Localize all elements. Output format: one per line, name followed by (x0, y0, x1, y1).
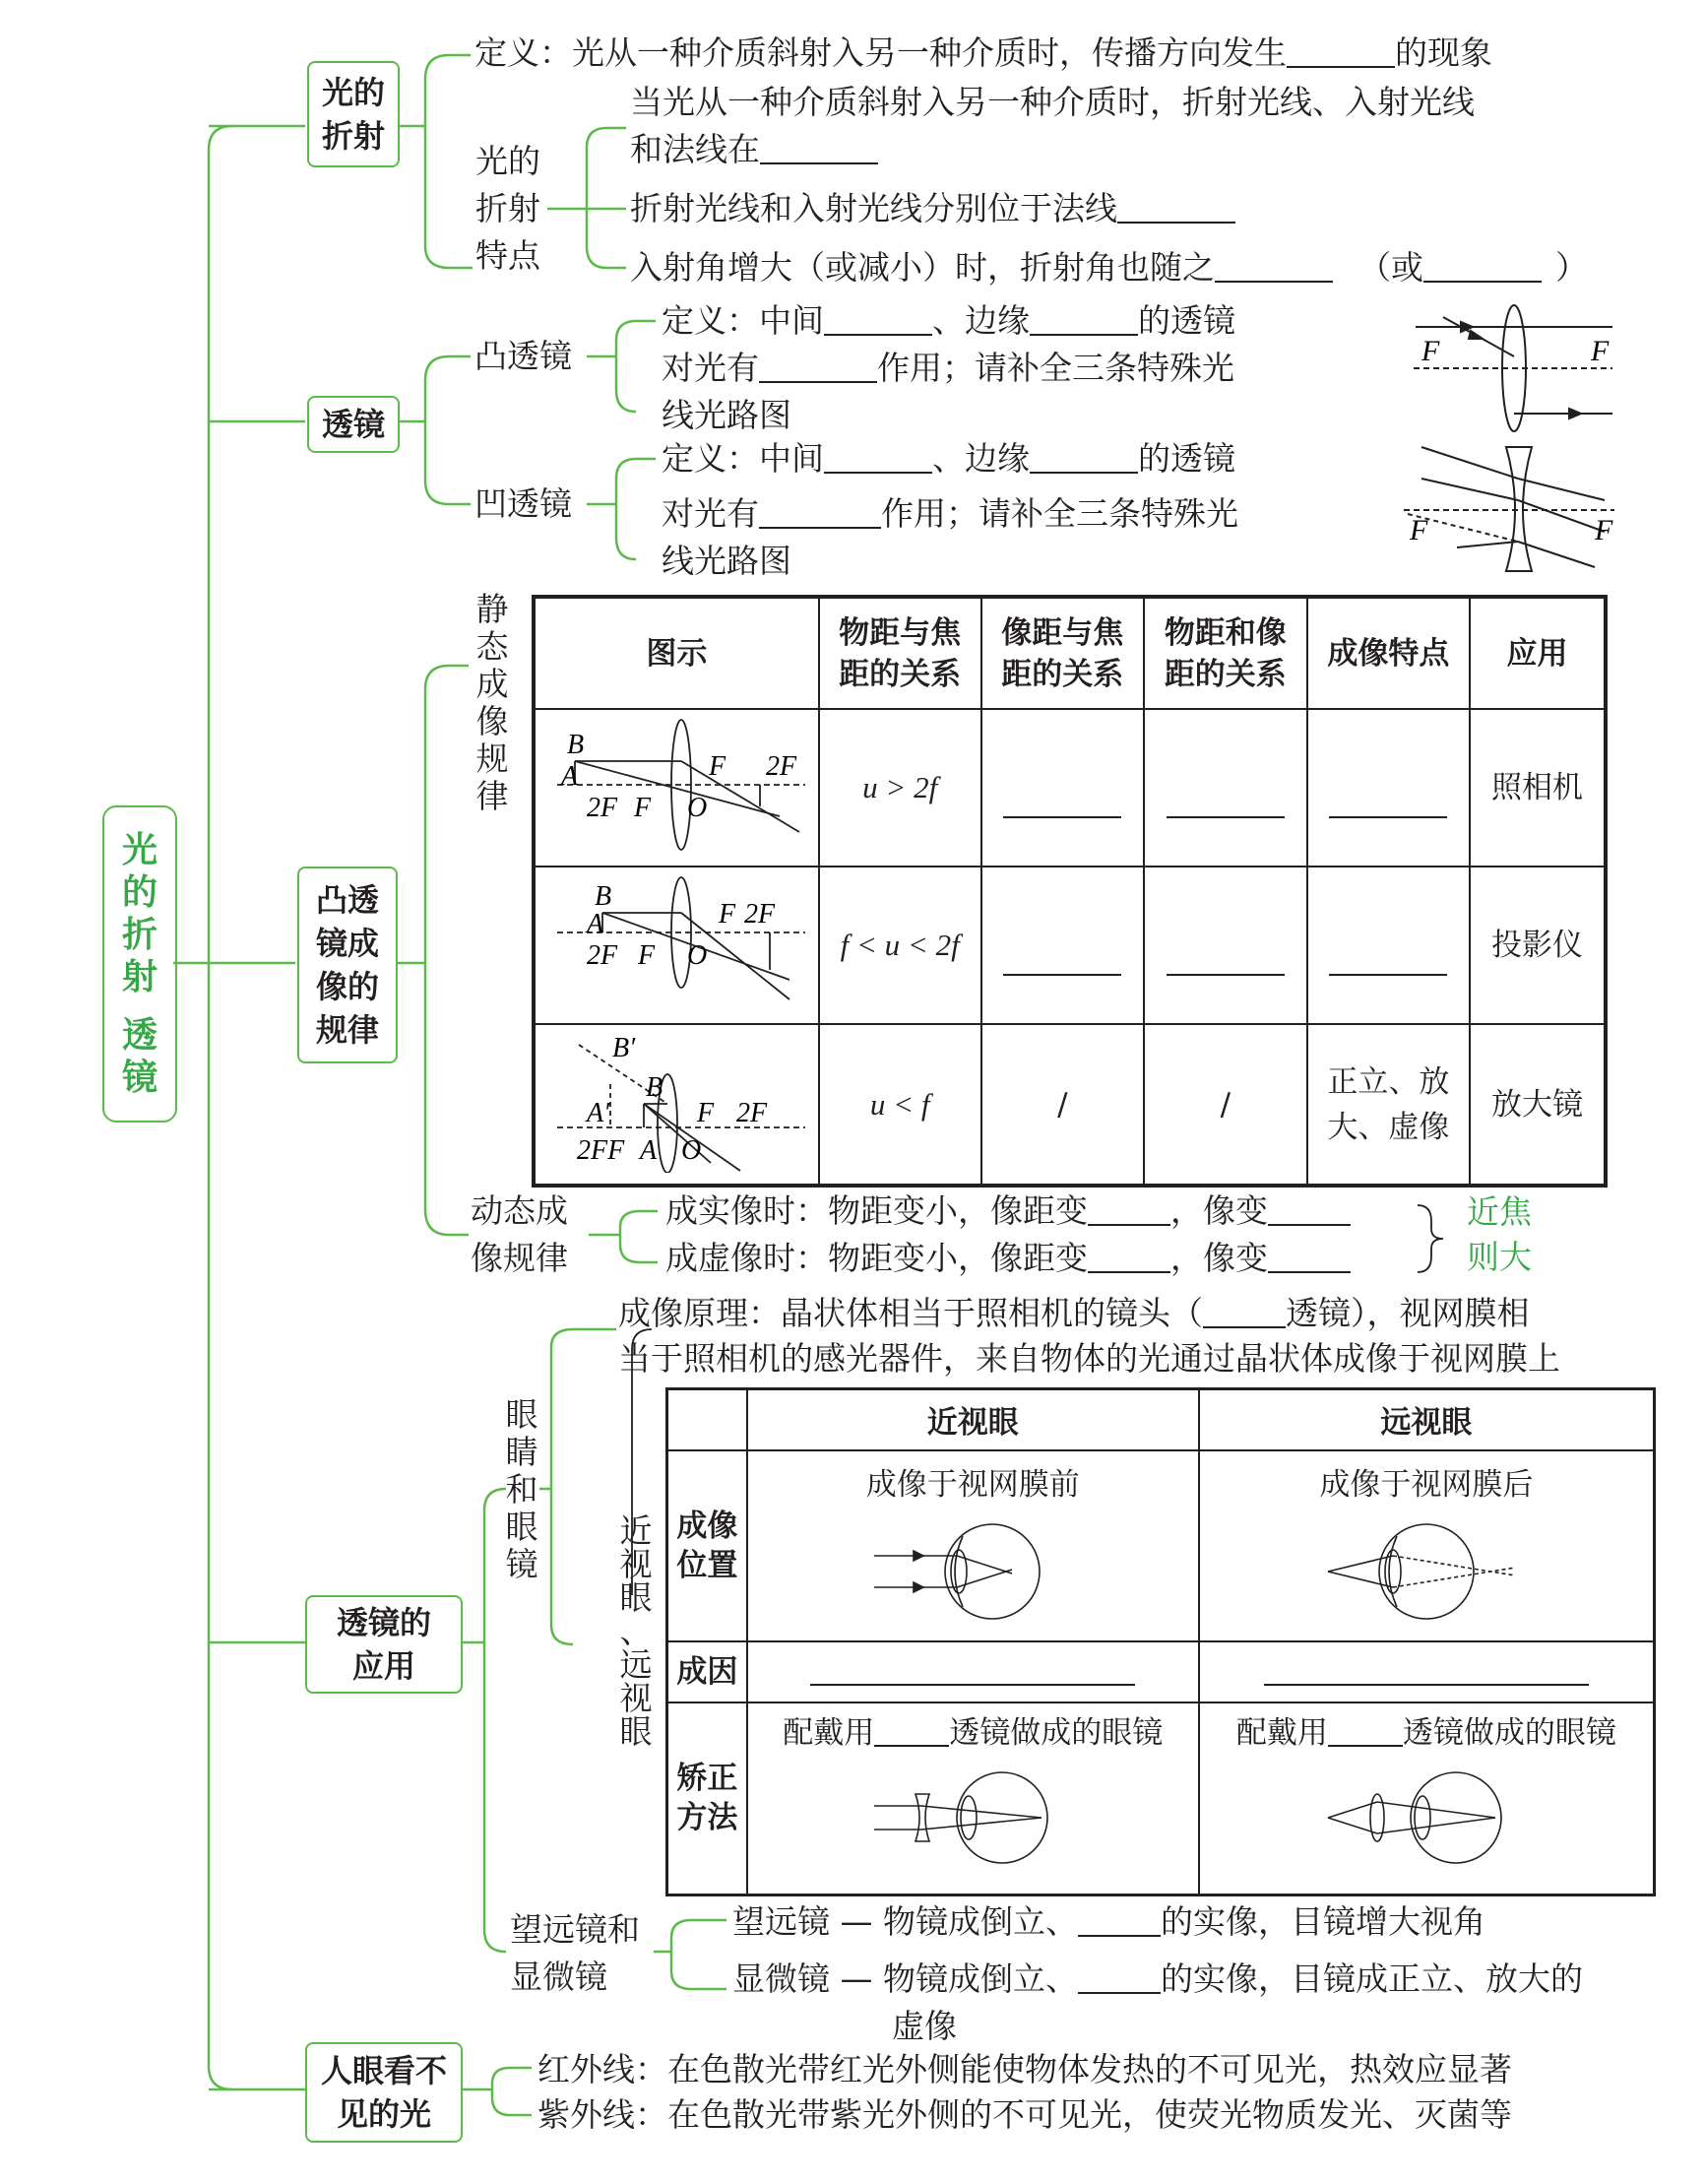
myopia-position-text: 成像于视网膜前 (865, 1466, 1080, 1503)
blank (1088, 1196, 1170, 1226)
telescope-microscope-label (510, 1906, 640, 2001)
blank (1030, 306, 1138, 336)
near-far-sight-label (618, 1511, 654, 1751)
label-line: 光的 (475, 142, 540, 180)
blank-cell (1144, 709, 1307, 867)
text: 对光有 (662, 349, 759, 387)
text: 透镜做成的眼镜 (1402, 1714, 1616, 1751)
blank (1268, 1196, 1351, 1226)
root-title-line3: 透镜 (121, 1015, 158, 1098)
char: 眼 (505, 1395, 538, 1434)
header-empty (667, 1389, 747, 1450)
blank (874, 1717, 949, 1747)
focus-left: F (1421, 335, 1440, 367)
concave-effect (662, 490, 1238, 538)
heading-imaging: 凸透 镜成 像的 规律 (297, 867, 398, 1063)
row-header-correction: 矫正方法 (667, 1702, 747, 1895)
myopia-correction-cell (747, 1702, 1199, 1895)
static-rule-label (474, 591, 510, 815)
summary-line: 则大 (1467, 1238, 1532, 1276)
blank (1167, 806, 1285, 818)
text: 对光有 (662, 494, 759, 533)
blank (1030, 444, 1138, 474)
refraction-feature1-line1: 当光从一种介质斜射入另一种介质时，折射光线、入射光线 (630, 83, 1475, 121)
blank-cell (1307, 867, 1471, 1024)
char: 静 (475, 590, 509, 628)
hyperopia-correction-diagram (1318, 1759, 1535, 1877)
label-2F-left: 2F (587, 792, 618, 823)
header-hyperopia: 远视眼 (1199, 1389, 1655, 1450)
blank (1215, 253, 1333, 283)
header-diagram: 图示 (534, 597, 819, 709)
blank (1078, 1964, 1161, 1994)
focus-right: F (1595, 514, 1613, 546)
myopia-correction-text (748, 1713, 1198, 1753)
label-2FF: 2FF (577, 1135, 625, 1166)
focus-left: F (1410, 514, 1428, 546)
label-F-left: F (634, 792, 652, 823)
refraction-feature1-line2 (630, 126, 878, 173)
table-row (667, 1702, 1655, 1895)
ultraviolet-text: 紫外线：在色散光带紫光外侧的不可见光，使荧光物质发光、灭菌等 (537, 2095, 1512, 2134)
label-B-prime: B′ (612, 1033, 636, 1063)
label-F-left: F (638, 939, 656, 971)
text: 的实像，目镜增大视角 (1160, 1902, 1485, 1941)
char: 远 (619, 1645, 653, 1684)
text: 入射角增大（或减小）时，折射角也随之 (630, 248, 1215, 287)
text: （或 (1358, 248, 1423, 287)
refraction-features-label (469, 138, 547, 280)
text: 成实像时：物距变小，像距变 (665, 1191, 1088, 1230)
dynamic-summary (1467, 1189, 1532, 1280)
blank (1268, 1244, 1351, 1273)
text: 作用；请补全三条特殊光 (881, 494, 1238, 533)
header-myopia: 近视眼 (747, 1389, 1199, 1450)
table-row (667, 1641, 1655, 1702)
blank (824, 306, 932, 336)
blank (824, 444, 932, 474)
convex-effect-line2: 线光路图 (662, 396, 791, 434)
imaging-rules-table (532, 595, 1608, 1188)
text: ） (1555, 248, 1588, 287)
heading-application: 透镜的 应用 (305, 1595, 463, 1694)
summary-line: 近焦 (1467, 1192, 1532, 1231)
char: 律 (475, 777, 509, 815)
convex-lens-diagram (1404, 297, 1622, 437)
blank (1287, 38, 1395, 68)
diagram-cell (534, 709, 819, 867)
char: 和 (505, 1470, 538, 1509)
table-row (534, 709, 1606, 867)
blank (759, 499, 881, 529)
text: 成虚像时：物距变小，像距变 (665, 1239, 1088, 1277)
blank-cell (1307, 709, 1471, 867)
table-row (667, 1450, 1655, 1641)
text: 透镜），视网膜相 (1286, 1294, 1530, 1332)
infrared-text: 红外线：在色散光带红光外侧能使物体发热的不可见光，热效应显著 (537, 2050, 1512, 2088)
label-F: F (709, 750, 726, 782)
header-image-distance: 像距与焦距的关系 (981, 597, 1145, 709)
label-F: F (697, 1098, 715, 1128)
label-2F: 2F (766, 750, 797, 782)
char: 态 (475, 627, 509, 666)
row-header-cause: 成因 (667, 1641, 747, 1702)
features-cell: 正立、放大、虚像 (1307, 1024, 1471, 1186)
char: 镜 (505, 1545, 538, 1583)
blank (1003, 964, 1121, 976)
row-header-position: 成像位置 (667, 1450, 747, 1641)
text: 定义：中间 (662, 439, 824, 478)
application-cell: 照相机 (1470, 709, 1606, 867)
distance-relation-cell: / (1144, 1024, 1307, 1186)
header-image-features: 成像特点 (1307, 597, 1471, 709)
text: 折射光线和入射光线分别位于法线 (630, 189, 1117, 227)
diagram-cell (534, 1024, 819, 1186)
blank (760, 135, 878, 164)
text: 的透镜 (1138, 439, 1235, 478)
text: 配戴用 (1235, 1714, 1328, 1751)
myopia-position-cell (747, 1450, 1199, 1641)
label-B: B (567, 729, 585, 760)
text: 配戴用 (783, 1714, 875, 1751)
root-title-line2: 折射 (121, 915, 158, 997)
blank (759, 353, 877, 383)
refraction-feature3 (630, 244, 1588, 291)
microscope-text-line2: 虚像 (892, 2007, 957, 2045)
refraction-definition-pre: 定义：光从一种介质斜射入另一种介质时，传播方向发生 (474, 33, 1287, 72)
blank (1117, 194, 1235, 224)
label-O: O (681, 1135, 702, 1166)
refraction-feature2 (630, 185, 1235, 232)
blank-cell (981, 867, 1145, 1024)
convex-definition (662, 297, 1235, 345)
header-distance-relation: 物距和像距的关系 (1144, 597, 1307, 709)
label-line: 动态成 (471, 1191, 568, 1230)
dynamic-virtual-image (665, 1235, 1351, 1282)
label-2F: 2F (736, 1098, 768, 1128)
text: 的透镜 (1138, 301, 1235, 340)
label-B: B (595, 880, 612, 912)
hyperopia-correction-cell (1199, 1702, 1655, 1895)
camera-ray-diagram (543, 714, 809, 852)
heading-refraction: 光的 折射 (307, 61, 400, 167)
concave-definition (662, 435, 1235, 482)
blank (1167, 964, 1285, 976)
label-line: 像规律 (471, 1239, 568, 1277)
blank (1329, 806, 1447, 818)
char: 睛 (505, 1433, 538, 1471)
label-2F-left: 2F (587, 939, 618, 971)
char: 规 (475, 739, 509, 778)
condition-cell: f < u < 2f (819, 867, 981, 1024)
condition-cell: u < f (819, 1024, 981, 1186)
microscope-text (732, 1956, 1583, 2003)
header-application: 应用 (1470, 597, 1606, 709)
root-title-line1: 光的 (121, 830, 158, 913)
blank (1088, 1244, 1170, 1273)
dynamic-real-image (665, 1188, 1351, 1235)
refraction-definition-post: 的现象 (1395, 33, 1492, 72)
char: 近 (619, 1511, 653, 1550)
label-A: A (640, 1135, 658, 1166)
text: 的实像，目镜成正立、放大的 (1160, 1959, 1583, 1998)
myopia-cause-cell (747, 1641, 1199, 1702)
char: 眼 (619, 1712, 653, 1751)
blank (1329, 964, 1447, 976)
application-cell: 投影仪 (1470, 867, 1606, 1024)
eye-and-glasses-label (504, 1396, 539, 1583)
char: 、 (619, 1612, 653, 1650)
hyperopia-cause-cell (1199, 1641, 1655, 1702)
char: 像 (475, 702, 509, 740)
hyperopia-correction-text (1200, 1713, 1653, 1753)
char: 视 (619, 1545, 653, 1583)
text: 定义：中间 (662, 301, 824, 340)
application-cell: 放大镜 (1470, 1024, 1606, 1186)
char: 眼 (505, 1508, 538, 1546)
imaging-principle-line2: 当于照相机的感光器件，来自物体的光通过晶状体成像于视网膜上 (618, 1339, 1560, 1378)
char: 成 (475, 665, 509, 703)
blank (1423, 253, 1542, 283)
heading-invisible-light: 人眼看不 见的光 (305, 2042, 463, 2143)
dynamic-rule-label (471, 1188, 589, 1282)
projector-ray-diagram (543, 871, 809, 1009)
char: 眼 (619, 1578, 653, 1617)
concave-lens-diagram (1398, 439, 1624, 577)
label-O: O (687, 939, 708, 971)
myopia-correction-diagram (864, 1759, 1081, 1877)
root-topic (102, 805, 177, 1123)
label-line: 望远镜和 (510, 1910, 640, 1949)
label-O: O (687, 792, 708, 823)
label-line: 显微镜 (510, 1958, 607, 1996)
label-B: B (646, 1072, 663, 1103)
hyperopia-position-cell (1199, 1450, 1655, 1641)
magnifier-ray-diagram (543, 1025, 809, 1173)
blank (1003, 806, 1121, 818)
char: 视 (619, 1679, 653, 1717)
blank-cell (1144, 867, 1307, 1024)
diagram-cell (534, 867, 819, 1024)
table-row (534, 867, 1606, 1024)
myopia-eye-diagram (864, 1512, 1081, 1631)
text: 显微镜 — 物镜成倒立、 (732, 1959, 1078, 1998)
text: 透镜做成的眼镜 (949, 1714, 1164, 1751)
text: 和法线在 (630, 130, 760, 168)
label-A: A (587, 908, 604, 939)
blank (1203, 1299, 1286, 1328)
label-line: 特点 (475, 236, 540, 275)
imaging-principle-line1 (618, 1290, 1530, 1337)
text: 作用；请补全三条特殊光 (877, 349, 1234, 387)
convex-effect (662, 345, 1234, 392)
eye-comparison-table (665, 1387, 1656, 1896)
blank (810, 1656, 1135, 1686)
concave-effect-line2: 线光路图 (662, 542, 791, 580)
image-distance-cell: / (981, 1024, 1145, 1186)
concave-lens-label: 凹透镜 (474, 484, 572, 523)
label-line: 折射 (475, 189, 540, 227)
blank (1078, 1907, 1161, 1937)
text: ，像变 (1170, 1239, 1268, 1277)
refraction-definition (474, 30, 1492, 77)
text: ，像变 (1170, 1191, 1268, 1230)
label-A: A (561, 760, 579, 792)
condition-cell: u > 2f (819, 709, 981, 867)
text: 、边缘 (932, 301, 1030, 340)
label-A-prime: A′ (587, 1098, 610, 1128)
text: 成像原理：晶状体相当于照相机的镜头（ (618, 1294, 1203, 1332)
blank-cell (981, 709, 1145, 867)
label-F: F (719, 898, 736, 930)
label-2F: 2F (744, 898, 776, 930)
focus-right: F (1591, 335, 1610, 367)
text: 望远镜 — 物镜成倒立、 (732, 1902, 1078, 1941)
blank (1328, 1717, 1403, 1747)
text: 、边缘 (932, 439, 1030, 478)
heading-lens: 透镜 (307, 396, 400, 453)
table-row (534, 1024, 1606, 1186)
hyperopia-eye-diagram (1318, 1512, 1535, 1631)
hyperopia-position-text: 成像于视网膜后 (1319, 1466, 1534, 1503)
telescope-text (732, 1898, 1485, 1946)
convex-lens-label: 凸透镜 (474, 337, 572, 375)
header-object-distance: 物距与焦距的关系 (819, 597, 981, 709)
blank (1264, 1656, 1589, 1686)
